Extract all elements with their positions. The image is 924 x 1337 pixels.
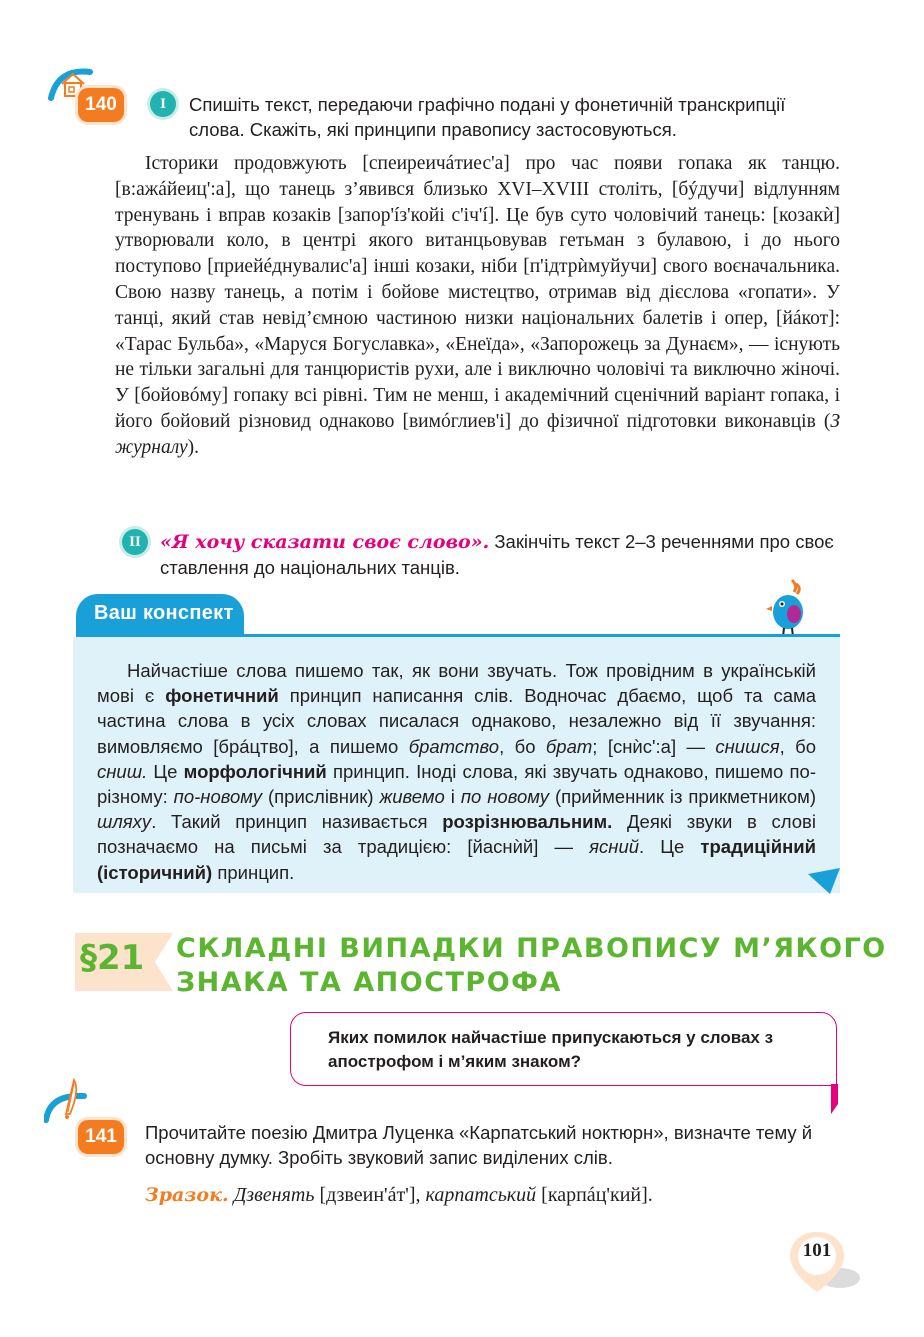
task2-title: «Я хочу сказати своє слово». xyxy=(160,531,490,553)
konspekt-fragment: . Такий принцип називається xyxy=(151,811,443,833)
sample-word-1: Дзвенять xyxy=(233,1184,315,1206)
main-text-source: З журналу xyxy=(115,410,840,458)
task2-text: Закінчіть текст 2–3 реченнями про своє ставлення до національних танців. xyxy=(160,531,834,578)
main-text xyxy=(115,151,840,461)
konspekt-fragment: (прийменник із прикметником) xyxy=(549,786,817,808)
corner-arrow-icon xyxy=(808,868,840,894)
konspekt-fragment: сниш. xyxy=(97,760,148,782)
main-text-end: ). xyxy=(187,436,199,458)
section-title xyxy=(176,932,887,1000)
sample-label: Зразок. xyxy=(145,1184,229,1206)
task2-instruction xyxy=(160,529,840,580)
konspekt-fragment: морфологічний xyxy=(183,760,327,782)
sample-transcription-2: [карпáц'кий]. xyxy=(541,1184,653,1206)
sample-word-2: карпатський xyxy=(425,1184,537,1206)
konspekt-fragment: фонетичний xyxy=(165,685,279,707)
konspekt-title: Ваш конспект xyxy=(94,602,234,624)
konspekt-fragment: традиційний (історичний) xyxy=(97,836,816,883)
konspekt-fragment: принцип. xyxy=(212,861,295,883)
konspekt-fragment: снишся xyxy=(715,735,780,757)
bird-icon xyxy=(764,576,810,638)
sample-line xyxy=(145,1184,653,1207)
konspekt-fragment: по-новому xyxy=(173,786,263,808)
konspekt-fragment: принцип написання слів. Водночас дбаємо, щоб та сама частина слова в усіх словах писалася однаково, незалежно від її звучання: вимовляємо [брáцтво], а пишемо xyxy=(97,685,816,757)
konspekt-fragment: брат xyxy=(545,735,593,757)
konspekt-fragment: Деякі звуки в слові позначаємо на письмі за традицією: [йаснѝй] — xyxy=(97,811,816,858)
section-title-line2: ЗНАКА ТА АПОСТРОФА xyxy=(176,967,562,998)
konspekt-text xyxy=(97,658,816,885)
exercise-number-141: 141 xyxy=(78,1120,124,1154)
konspekt-fragment: Найчастіше слова пишемо так, як вони звучать. Тож провідним в українській мові є xyxy=(97,660,816,707)
konspekt-fragment: Це xyxy=(147,760,184,782)
question-bubble-tail xyxy=(830,1084,838,1114)
section-title-line1: СКЛАДНІ ВИПАДКИ ПРАВОПИСУ М’ЯКОГО xyxy=(176,933,887,964)
quill-pen-icon xyxy=(44,1076,92,1126)
konspekt-fragment: , бо xyxy=(499,735,546,757)
konspekt-fragment: ; [снѝс':а] — xyxy=(592,735,716,757)
konspekt-fragment: . Це xyxy=(639,836,701,858)
task1-instruction: Спишіть текст, передаючи графічно подані у фонетичній транскрипції слова. Скажіть, які принципи правопису застосовуються. xyxy=(189,94,786,140)
konspekt-fragment: живемо xyxy=(379,786,445,808)
konspekt-fragment: , бо xyxy=(779,735,816,757)
konspekt-fragment: розрізнювальним. xyxy=(442,811,613,833)
main-text-body: Історики продовжують [спеиреичáтиес'а] про час появи гопака як танцю. [в:ажáйеиц':а], що танець з’явився близько XVI–XVIII століть, [бýдучи] відлунням тренувань і вправ козаків [запор'íз'койі с'іч'í]. Це був суто чоловічий танець: [козакѝ] утворювали коло, в центрі якого витанцьовував гетьман з булавою, і до нього поступово [приейéднувалис'а] інші козаки, ніби [п'ідтрѝмуйучи] свого воєначальника. Свою назву танець, а потім і бойове мистецтво, отримав від дієслова «гопати». У танці, який став невід’ємною частиною низки національних балетів і опер, [йáкот]: «Тарас Бульба», «Маруся Богуславка», «Енеїда», «Запорожець за Дунаєм», — існують не тільки загальні для танцюристів рухи, але і виключно чоловічі та виключно жіночі. У [бойовóму] гопаку всі рівні. Тим не менш, і академічний сценічний варіант гопака, і його бойовий різновид однаково [вимóглиев'і] до фізичної підготовки виконавців ( xyxy=(115,153,840,432)
section-number: §21 xyxy=(80,938,145,978)
task-badge-ii: II xyxy=(122,529,148,555)
konspekt-fragment: по новому xyxy=(460,786,549,808)
konspekt-fragment: і xyxy=(444,786,461,808)
exercise-number: 140 xyxy=(78,88,124,122)
task-badge-i: I xyxy=(150,91,176,117)
konspekt-fragment: братство xyxy=(408,735,500,757)
sample-transcription-1: [дзвеин'áт'], xyxy=(319,1184,421,1206)
konspekt-fragment: ясний xyxy=(589,836,640,858)
page-number: 101 xyxy=(802,1240,832,1261)
question-text: Яких помилок найчастіше припускаються у словах з апострофом і м’яким знаком? xyxy=(328,1028,774,1071)
konspekt-fragment: шляху xyxy=(97,811,152,833)
konspekt-fragment: (прислівник) xyxy=(262,786,380,808)
konspekt-fragment: принцип. Іноді слова, які звучать однаково, пишемо по-різному: xyxy=(97,760,816,808)
exercise141-instruction: Прочитайте поезію Дмитра Луценка «Карпатський ноктюрн», визначте тему й основну думку. Зробіть звуковий запис виділених слів. xyxy=(145,1122,813,1168)
